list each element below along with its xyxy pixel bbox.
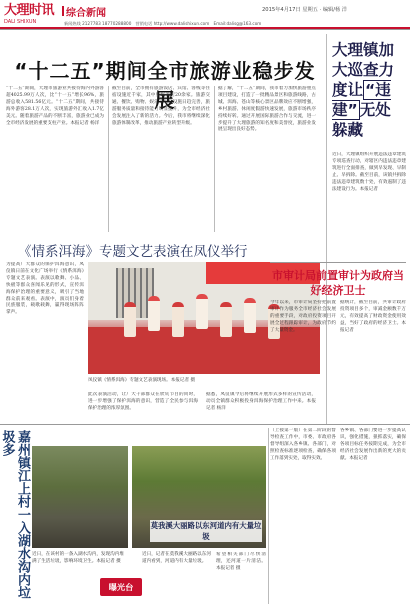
ditch-photo-caption: 近日，在该村的一条入湖水沟内，发现沟内堆满了生活垃圾，影响环境卫生。本报记者 摄 bbox=[32, 552, 124, 564]
right-lead-headline-part-3: 无处躲藏 bbox=[332, 101, 391, 139]
section-title: 综合新闻 bbox=[66, 8, 106, 19]
contact-line: 新闻热线 2127783 18770288800 营销电话 http://www.dalishixun.com Email:dalisg@163.com bbox=[64, 21, 262, 26]
dateline: 2015年4月17日 星期五 · 编辑/杨 洋 bbox=[262, 7, 347, 13]
performance-photo-caption: 凤仪镇《情系洱海》专题文艺表演现场。本报记者 摄 bbox=[88, 378, 196, 383]
section-marker bbox=[62, 6, 64, 16]
bottom-right-column-2: 各乡镇、各部门要进一步提高认识，强化措施，狠抓落实，确保各项目标任务按期完成，为全市经济社会发展作出新的更大的贡献。本报记者 bbox=[340, 428, 406, 461]
column-divider bbox=[214, 86, 215, 232]
audit-column-1: 今年以来，市审计局坚持把前置审计作为服务全市经济社会发展的重要手段，对政府投资项目开展全过程跟踪审计，为政府节约了大量资金。 bbox=[270, 300, 336, 333]
masthead-logo-sub: DALI SHIXUN bbox=[4, 19, 37, 25]
lead-column-2: 截至目前，全市拥有旅游饭店、宾馆、客栈等住宿设施近千家，其中星级酒店20余家。旅游交通、餐饮、购物、娱乐等配套设施日趋完善，旅游服务质量和接待能力明显提升，为全市经济社会发展注入了新的活力。今后，我市将继续深化旅游体制改革，推动旅游产业转型升级。 bbox=[112, 86, 210, 126]
column-divider bbox=[108, 86, 109, 232]
feature-column-1: 为提高广大群众的保护洱海意识，凤仪镇日前在文化广场举行《情系洱海》专题文艺表演。表演以歌舞、小品、快板等群众喜闻乐见的形式，宣传洱海保护治理的重要意义，吸引了当地群众前来观看。表演中，演员们身着民族服装，载歌载舞，赢得现场阵阵掌声。 bbox=[6, 262, 84, 316]
section-rule bbox=[0, 424, 410, 425]
bottom-right-column-1: （上接第一版）在第二阶段的督导检查工作中，市委、市政府各督导组深入各乡镇、各部门，对照检查标准逐项检查，确保各项工作落到实处，取得实效。 bbox=[270, 428, 336, 461]
river-photo-title: 莫我溪大丽路以东河道内有大量垃圾 bbox=[150, 521, 262, 541]
village-headline: 嘉州镇江上村一入湖水沟内垃圾多 bbox=[0, 430, 30, 599]
masthead-band bbox=[0, 29, 410, 30]
masthead-logo: 大理时讯 bbox=[4, 3, 55, 18]
audit-column-2: 据统计，截至目前，共审计政府投资项目多个，审减金额数千万元，有效提高了财政资金使用效益，当好了政府的经济卫士。本报记者 bbox=[340, 300, 406, 333]
feature-headline: 《情系洱海》专题文艺表演在凤仪举行 bbox=[18, 244, 248, 260]
ditch-photo bbox=[32, 446, 128, 548]
section-rule bbox=[270, 262, 406, 263]
audit-headline: 市审计局前置审计为政府当好经济卫士 bbox=[272, 269, 404, 297]
feature-column-2: 此次表演活动，让广大干部群众在欣赏节目的同时，进一步增强了保护洱海的意识，营造了全民参与洱海保护治理的浓厚氛围。 bbox=[88, 392, 198, 411]
river-photo-caption: 近日，记者在莫我溪大丽路以东河道内看到，河道内有大量垃圾。 bbox=[142, 552, 211, 564]
village-column: 希望相关部门尽快清理，还河道一片清洁。本报记者 摄 bbox=[216, 552, 266, 571]
masthead bbox=[0, 0, 410, 30]
column-divider bbox=[268, 428, 269, 604]
lead-column-3: 据了解，“十二五”期间，我市着力加快旅游重点项目建设，打造了一批精品景区和旅游线路，古城、洱海、苍山等核心景区品牌效应不断增强，乡村旅游、休闲度假游快速发展，旅游市场秩序持续好转。通过开展国际旅游合作与交流，进一步提升了大理旅游的知名度和美誉度，旅游业发展呈现出良好态势。 bbox=[218, 86, 316, 133]
lead-headline: “十二五”期间全市旅游业稳步发展 bbox=[14, 59, 316, 112]
right-lead-headline-part-2: “违建” bbox=[332, 81, 391, 119]
exposure-stamp: 曝光台 bbox=[100, 578, 142, 596]
lead-column-1: “十二五”期间，大理市旅游业共接待海内外游客超4025.99万人次，比“十一五”增长96%，旅游总收入581.56亿元。“十二五”期间，共接待海外游客28.1万人次，实现旅游外汇收入1.7亿美元。随着旅游产品的不断丰富，旅游业已成为全市经济发展的重要支柱产业。本报记者 杨洋 bbox=[6, 86, 104, 126]
right-lead-headline bbox=[332, 40, 406, 140]
right-lead-column: 近日，大理镇组织开展违法违章建筑专项巡查行动，对辖区内违法违章建筑进行全面排查，做到早发现、早制止、早拆除。截至目前，该镇共拆除违法违章建筑数十处，有效遏制了违法建设行为。本报记者 bbox=[332, 152, 406, 192]
right-lead-headline-part-1: 大理镇加大巡查力度让 bbox=[332, 41, 395, 99]
feature-column-3: 据悉，凤仪镇今后将继续开展形式多样的宣传活动，动员全镇群众积极投身洱海保护治理工作中来。本报记者 杨洋 bbox=[206, 392, 316, 411]
